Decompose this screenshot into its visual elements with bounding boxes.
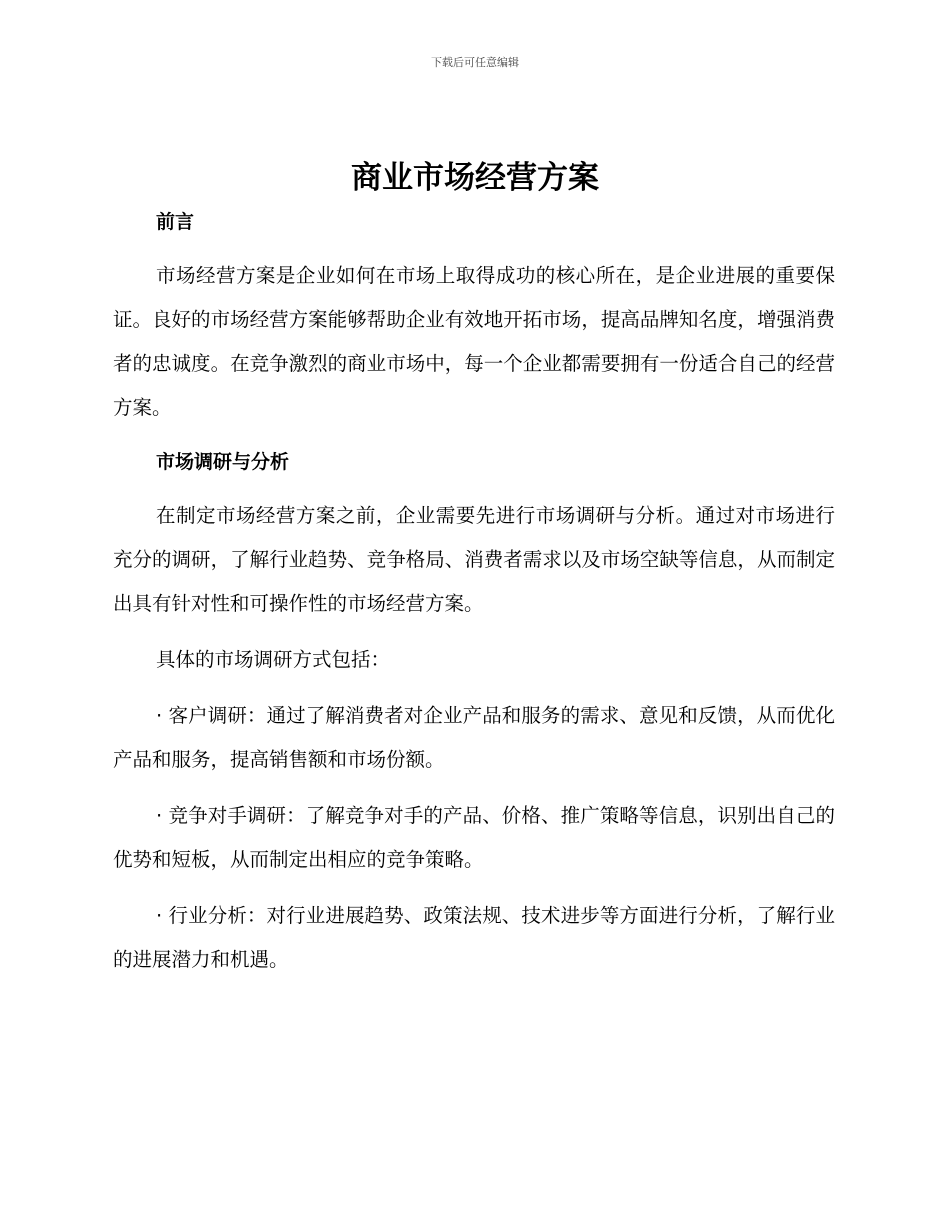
section-heading-preface: 前言 — [156, 211, 195, 233]
document-body — [113, 200, 835, 982]
paragraph-research-intro: 在制定市场经营方案之前，企业需要先进行市场调研与分析。通过对市场进行充分的调研，了解行业趋势、竞争格局、消费者需求以及市场空缺等信息，从而制定出具有针对性和可操作性的市场经营方案。 — [113, 504, 835, 615]
paragraph-research-methods-lead: 具体的市场调研方式包括： — [156, 648, 391, 671]
list-item-competitor-research: · 竞争对手调研：了解竞争对手的产品、价格、推广策略等信息，识别出自己的优势和短板，从而制定出相应的竞争策略。 — [113, 804, 835, 871]
list-item-industry-analysis: · 行业分析：对行业进展趋势、政策法规、技术进步等方面进行分析，了解行业的进展潜力和机遇。 — [113, 904, 835, 971]
page-header-note: 下载后可任意编辑 — [431, 56, 519, 69]
paragraph-preface: 市场经营方案是企业如何在市场上取得成功的核心所在，是企业进展的重要保证。良好的市场经营方案能够帮助企业有效地开拓市场，提高品牌知名度，增强消费者的忠诚度。在竞争激烈的商业市场中，每一个企业都需要拥有一份适合自己的经营方案。 — [113, 264, 835, 419]
document-title: 商业市场经营方案 — [351, 160, 599, 196]
section-heading-market-research: 市场调研与分析 — [156, 451, 290, 473]
list-item-customer-research: · 客户调研：通过了解消费者对企业产品和服务的需求、意见和反馈，从而优化产品和服务，提高销售额和市场份额。 — [113, 704, 835, 771]
